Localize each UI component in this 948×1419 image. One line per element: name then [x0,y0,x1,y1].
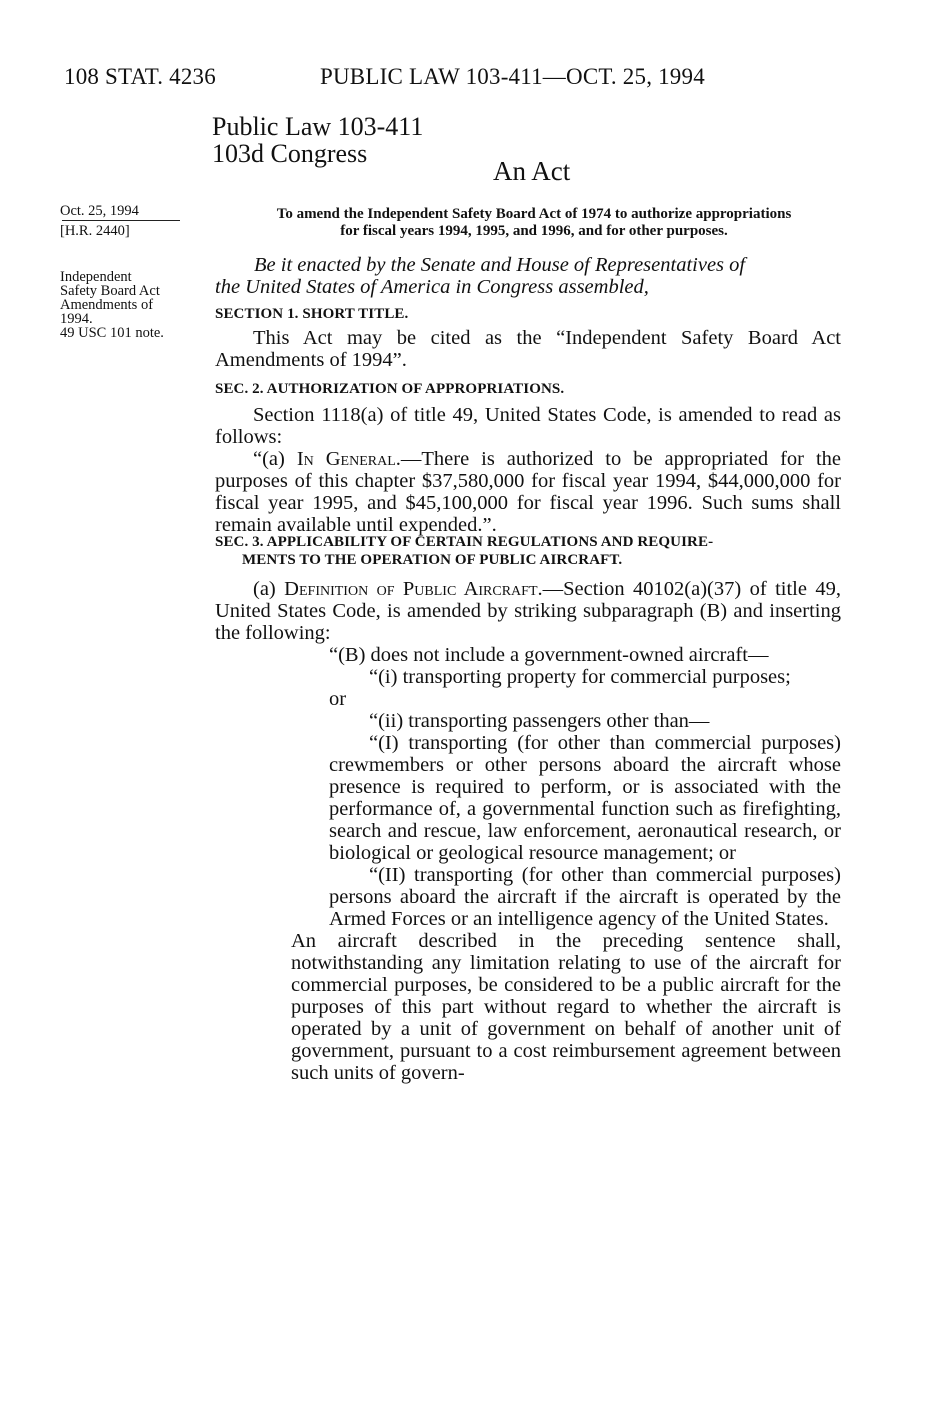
purpose-line: To amend the Independent Safety Board Act of 1974 to authorize appropriations [276,206,792,222]
margin-short-title-line: Safety Board Act [60,283,160,299]
subsection-a-open: (a) [253,578,285,600]
clause-i: “(i) transporting property for commercial purposes; [369,666,791,688]
margin-short-title-line: Independent [60,269,132,285]
section-3-heading-line: MENTS TO THE OPERATION OF PUBLIC AIRCRAFT. [242,552,623,568]
page-stat-number: 108 STAT. 4236 [64,64,216,89]
margin-date: Oct. 25, 1994 [60,203,139,219]
an-act-heading: An Act [493,156,571,186]
subparagraph-b: “(B) does not include a government-owned aircraft— [329,644,769,666]
congress-label: 103d Congress [212,139,368,168]
or-connector: or [329,688,347,710]
enacting-clause-line: the United States of America in Congress assembled, [215,276,649,298]
margin-bill-number: [H.R. 2440] [60,223,130,239]
enacting-clause-line: Be it enacted by the Senate and House of Representatives of [254,254,746,276]
clause-ii: “(ii) transporting passengers other than— [369,710,710,732]
section-3-subsection-a [215,578,841,644]
purpose-line: for fiscal years 1994, 1995, and 1996, and for other purposes. [340,223,728,239]
section-2-text: Section 1118(a) of title 49, United States Code, is amended to read as follows: [215,404,841,448]
subsection-a-heading: Definition of Public Aircraft [284,578,538,600]
section-3-heading-line: SEC. 3. APPLICABILITY OF CERTAIN REGULATIONS AND REQUIRE- [215,534,714,550]
subsection-a-open: “(a) [253,448,297,470]
closing-paragraph: An aircraft described in the preceding sentence shall, notwithstanding any limitation relating to use of the aircraft for commercial purposes, be considered to be a public aircraft for the purposes of this part without regard to whether the aircraft is operated by a unit of government on behalf of another unit of government, pursuant to a cost reimbursement agreement between such units of govern- [291,930,841,1084]
public-law-number: Public Law 103-411 [212,112,424,141]
subsection-a-text: .—Section 40102(a)(37) of title 49, United States Code, is amended by striking subparagraph (B) and inserting the following: [215,578,842,644]
margin-short-title-line: 1994. [60,311,93,327]
section-2-subsection-a [215,448,841,536]
margin-usc-note: 49 USC 101 note. [60,325,164,341]
subclause-I: “(I) transporting (for other than commercial purposes) crewmembers or other persons aboard the aircraft whose presence is required to perform, or is associated with the performance of, a governmental function such as firefighting, search and rescue, law enforcement, aeronautical research, or biological or geological resource management; or [329,732,841,864]
running-header-title: PUBLIC LAW 103-411—OCT. 25, 1994 [320,64,705,89]
section-1-text: This Act may be cited as the “Independent Safety Board Act Amendments of 1994”. [215,327,841,371]
subsection-a-text: .—There is authorized to be appropriated for the purposes of this chapter $37,580,000 for fiscal year 1994, $44,000,000 for fiscal year 1995, and $45,100,000 for fiscal year 1996. Such sums shall remain available until expended.”. [215,448,841,536]
subclause-II: “(II) transporting (for other than commercial purposes) persons aboard the aircraft if the aircraft is operated by the Armed Forces or an intelligence agency of the United States. [329,864,841,930]
margin-short-title-line: Amendments of [60,297,154,313]
section-2-heading: SEC. 2. AUTHORIZATION OF APPROPRIATIONS. [215,381,565,397]
section-1-heading: SECTION 1. SHORT TITLE. [215,306,409,322]
subsection-a-heading: In General [296,448,396,470]
